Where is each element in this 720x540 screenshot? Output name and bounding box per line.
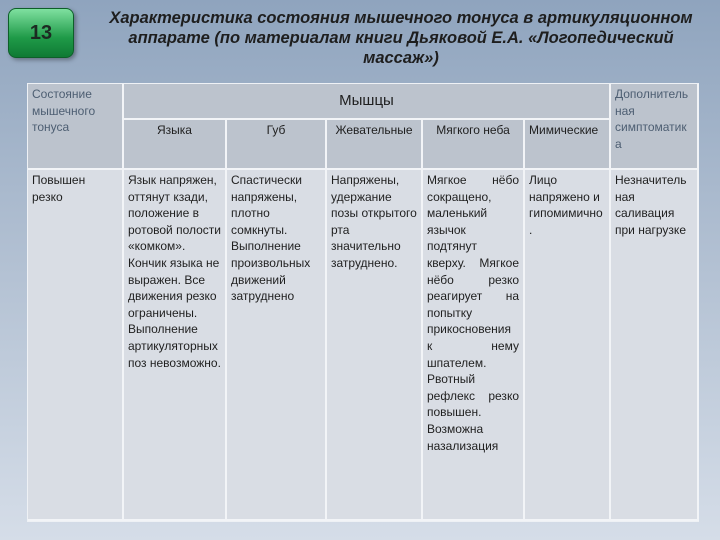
slide-number-badge (8, 8, 74, 58)
slide-number: 13 (29, 21, 53, 44)
cell-state: Повышен резко (28, 169, 123, 520)
cell-soft-palate: Мягкое нёбо сокращено, маленький язычок подтянут кверху. Мягкое нёбо резко реагирует на попытку прикосновения к нему шпателем. Рвотный рефлекс резко повышен. Возможна назализация (422, 169, 524, 520)
sub-mimic: Мимические (524, 119, 610, 169)
header-state: Состояние мышечного тонуса (28, 84, 123, 169)
header-row-muscles (28, 84, 698, 119)
header-muscles: Мышцы (123, 84, 610, 119)
sub-lips: Губ (226, 119, 326, 169)
cell-lips: Спастически напряжены, плотно сомкнуты. Выполнение произвольных движений затруднено (226, 169, 326, 520)
header-extra: Дополнительная симптоматика (610, 84, 698, 169)
sub-tongue: Языка (123, 119, 226, 169)
cell-chewing: Напряжены, удержание позы открытого рта значительно затруднено. (326, 169, 422, 520)
header-row-subcolumns (28, 119, 698, 169)
muscle-tone-table (27, 83, 699, 522)
cell-tongue: Язык напряжен, оттянут кзади, положение в ротовой полости «комком». Кончик языка не выражен. Все движения резко ограничены. Выполнение артикуляторных поз невозможно. (123, 169, 226, 520)
slide-title: Характеристика состояния мышечного тонуса в артикуляционном аппарате (по материалам книги Дьяковой Е.А. «Логопедический массаж») (109, 9, 693, 67)
table-row (28, 169, 698, 520)
sub-soft-palate: Мягкого неба (422, 119, 524, 169)
cell-extra: Незначительная саливация при нагрузке (610, 169, 698, 520)
cell-mimic: Лицо напряжено и гипомимично. (524, 169, 610, 520)
sub-chewing: Жевательные (326, 119, 422, 169)
